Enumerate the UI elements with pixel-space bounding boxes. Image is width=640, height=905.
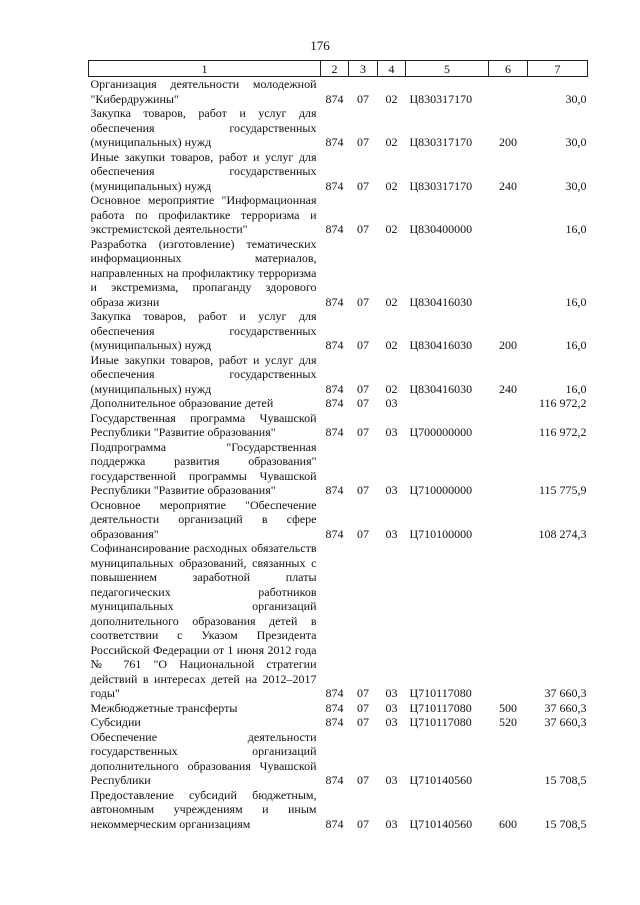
subsection-code: 02 (385, 222, 398, 236)
table-row (89, 498, 588, 542)
subsection-code: 03 (385, 773, 398, 787)
item-name: Иные закупки товаров, работ и услуг для обеспечения государственных (муниципальных) нужд (90, 352, 317, 396)
expense-type-code (489, 237, 528, 310)
item-name: Закупка товаров, работ и услуг для обеспечения государственных (муниципальных) нужд (90, 106, 317, 149)
section-code: 07 (357, 396, 369, 410)
section-code: 07 (357, 816, 369, 831)
subsection-code: 03 (385, 425, 398, 439)
amount: 15 708,5 (544, 773, 587, 787)
section-code: 07 (357, 700, 369, 715)
amount: 116 972,2 (538, 396, 587, 410)
section-code: 07 (357, 135, 369, 149)
ministry-code: 874 (325, 91, 344, 106)
expense-type-code (489, 396, 528, 411)
subsection-code: 02 (385, 294, 398, 309)
target-article-code: Ц830416030 (409, 294, 473, 309)
column-header-3: 3 (349, 61, 378, 77)
ministry-code: 874 (325, 425, 344, 439)
section-code: 07 (357, 381, 369, 396)
expense-type-code (489, 193, 528, 237)
target-article-code: Ц830416030 (409, 338, 473, 352)
column-header-6: 6 (489, 61, 528, 77)
target-article-code: Ц700000000 (409, 425, 473, 439)
item-name: Обеспечение деятельности государственных организаций дополнительного образования Чувашской Республики (90, 729, 317, 787)
expense-type-code: 520 (499, 715, 517, 729)
subsection-code: 02 (385, 135, 398, 149)
expense-type-code: 600 (499, 816, 517, 831)
target-article-code: Ц830317170 (409, 135, 473, 149)
expense-type-code (489, 440, 528, 498)
item-name: Иные закупки товаров, работ и услуг для обеспечения государственных (муниципальных) нужд (90, 149, 317, 193)
subsection-code: 03 (385, 526, 398, 541)
amount: 15 708,5 (544, 816, 587, 831)
table-row (89, 309, 588, 353)
section-code: 07 (357, 526, 369, 541)
amount: 108 274,3 (538, 526, 587, 541)
target-article-code (406, 396, 489, 411)
amount: 30,0 (565, 135, 587, 149)
item-name: Разработка (изготовление) тематических информационных материалов, направленных на профилактику терроризма и экстремизма, пропаганду здорового образа жизни (90, 236, 317, 309)
item-name: Организация деятельности молодежной "Кибердружины" (90, 77, 317, 106)
section-code: 07 (357, 425, 369, 439)
subsection-code: 03 (385, 816, 398, 831)
amount: 115 775,9 (538, 483, 587, 497)
table-row (89, 440, 588, 498)
table-header-row (89, 61, 588, 77)
item-name: Дополнительное образование детей (90, 396, 274, 410)
item-name: Субсидии (90, 715, 141, 729)
target-article-code: Ц830400000 (409, 222, 473, 236)
expense-type-code (489, 730, 528, 788)
table-row (89, 106, 588, 150)
ministry-code: 874 (325, 773, 344, 787)
subsection-code: 03 (385, 715, 398, 729)
amount: 37 660,3 (544, 686, 587, 700)
ministry-code: 874 (325, 686, 344, 700)
ministry-code: 874 (325, 381, 344, 396)
column-header-5: 5 (406, 61, 489, 77)
column-header-7: 7 (528, 61, 588, 77)
section-code: 07 (357, 483, 369, 497)
expense-type-code (489, 77, 528, 107)
target-article-code: Ц710117080 (409, 686, 472, 700)
subsection-code: 02 (385, 178, 398, 193)
target-article-code: Ц830317170 (409, 91, 473, 106)
expense-type-code (489, 498, 528, 542)
item-name: Закупка товаров, работ и услуг для обеспечения государственных (муниципальных) нужд (90, 309, 317, 352)
section-code: 07 (357, 773, 369, 787)
subsection-code: 02 (385, 338, 398, 352)
section-code: 07 (357, 686, 369, 700)
target-article-code: Ц710100000 (409, 526, 473, 541)
table-row (89, 541, 588, 701)
expense-type-code: 200 (499, 338, 517, 352)
section-code: 07 (357, 715, 369, 729)
item-name: Межбюджетные трансферты (90, 700, 238, 715)
section-code: 07 (357, 178, 369, 193)
subsection-code: 03 (385, 686, 398, 700)
target-article-code: Ц710000000 (409, 483, 473, 497)
subsection-code: 02 (385, 91, 398, 106)
item-name: Основное мероприятие "Информационная работа по профилактике терроризма и экстремистской деятельности" (90, 193, 317, 236)
column-header-4: 4 (378, 61, 406, 77)
section-code: 07 (357, 294, 369, 309)
target-article-code: Ц710117080 (409, 715, 472, 729)
expense-type-code (489, 411, 528, 440)
table-row (89, 715, 588, 730)
item-name: Софинансирование расходных обязательств муниципальных образований, связанных с повышением заработной платы педагогических работников муниципальных организаций дополнительного образования детей в соответствии с Указом Президента Российской Федерации от 1 июня 2012 года № 761 "О Национальной стратегии действий в интересах детей на 2012–2017 годы" (90, 541, 317, 700)
ministry-code: 874 (325, 294, 344, 309)
subsection-code: 03 (385, 396, 398, 410)
ministry-code: 874 (325, 222, 344, 236)
ministry-code: 874 (325, 526, 344, 541)
subsection-code: 03 (385, 483, 398, 497)
amount: 116 972,2 (538, 425, 587, 439)
table-row (89, 730, 588, 788)
expense-type-code (489, 541, 528, 701)
budget-table (88, 60, 588, 831)
table-body (89, 77, 588, 832)
table-row (89, 77, 588, 107)
item-name: Основное мероприятие "Обеспечение деятельности организаций в сфере образования" (90, 497, 317, 541)
amount: 37 660,3 (544, 715, 587, 729)
item-name: Подпрограмма "Государственная поддержка развития образования" государственной программы Чувашской Республики "Развитие образования" (90, 439, 317, 497)
ministry-code: 874 (325, 483, 344, 497)
ministry-code: 874 (325, 715, 344, 729)
item-name: Предоставление субсидий бюджетным, автономным учреждениям и иным некоммерческим организациям (90, 787, 317, 831)
ministry-code: 874 (325, 338, 344, 352)
amount: 16,0 (565, 338, 587, 352)
subsection-code: 02 (385, 381, 398, 396)
table-row (89, 701, 588, 716)
ministry-code: 874 (325, 135, 344, 149)
expense-type-code: 240 (499, 178, 517, 193)
section-code: 07 (357, 91, 369, 106)
ministry-code: 874 (325, 396, 344, 410)
amount: 37 660,3 (544, 700, 587, 715)
table-row (89, 396, 588, 411)
ministry-code: 874 (325, 178, 344, 193)
table-row (89, 411, 588, 440)
expense-type-code: 240 (499, 381, 517, 396)
subsection-code: 03 (385, 700, 398, 715)
target-article-code: Ц710117080 (409, 700, 472, 715)
table-row (89, 150, 588, 194)
section-code: 07 (357, 338, 369, 352)
expense-type-code: 500 (499, 700, 517, 715)
target-article-code: Ц830416030 (409, 381, 473, 396)
column-header-2: 2 (321, 61, 349, 77)
amount: 30,0 (565, 91, 587, 106)
table-row (89, 237, 588, 310)
target-article-code: Ц830317170 (409, 178, 473, 193)
amount: 16,0 (565, 222, 587, 236)
ministry-code: 874 (325, 816, 344, 831)
ministry-code: 874 (325, 700, 344, 715)
item-name: Государственная программа Чувашской Республики "Развитие образования" (90, 410, 317, 439)
section-code: 07 (357, 222, 369, 236)
amount: 16,0 (565, 294, 587, 309)
column-header-1: 1 (89, 61, 321, 77)
expense-type-code: 200 (499, 135, 517, 149)
page-number: 176 (310, 38, 330, 53)
amount: 16,0 (565, 381, 587, 396)
table-row (89, 788, 588, 832)
table-row (89, 353, 588, 397)
target-article-code: Ц710140560 (409, 773, 473, 787)
target-article-code: Ц710140560 (409, 816, 473, 831)
amount: 30,0 (565, 178, 587, 193)
table-row (89, 193, 588, 237)
